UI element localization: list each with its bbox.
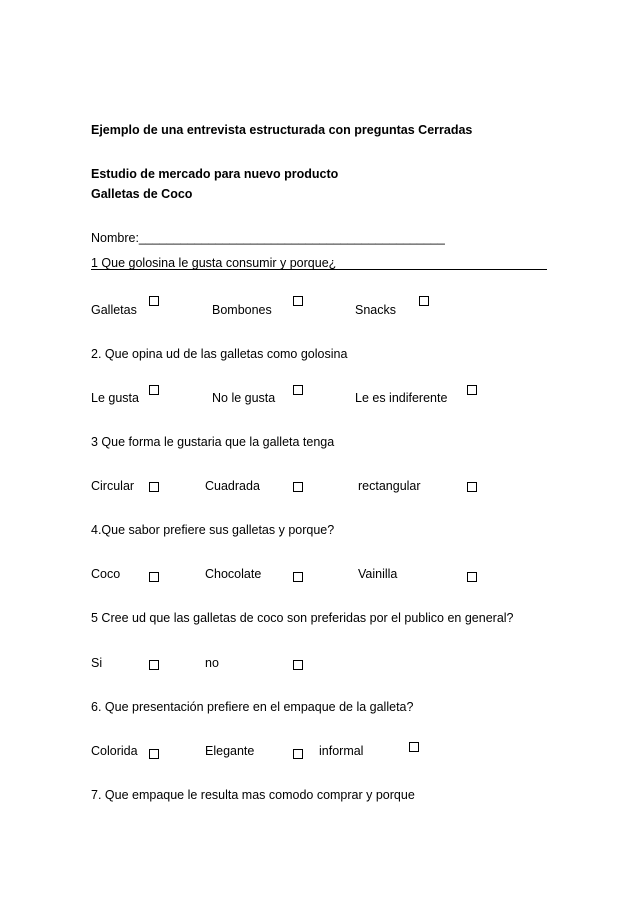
q6-option-colorida-checkbox[interactable] [149, 749, 159, 759]
q2-option-indiferente-label: Le es indiferente [355, 391, 448, 405]
question-5-text: 5 Cree ud que las galletas de coco son preferidas por el publico en general? [91, 611, 514, 625]
question-4-text: 4.Que sabor prefiere sus galletas y porque? [91, 523, 335, 537]
q4-option-chocolate-checkbox[interactable] [293, 572, 303, 582]
q5-option-no-label: no [205, 656, 219, 670]
q5-option-si-label: Si [91, 656, 103, 670]
q4-option-coco-checkbox[interactable] [149, 572, 159, 582]
q4-option-coco-label: Coco [91, 567, 121, 581]
document-title: Ejemplo de una entrevista estructurada con preguntas Cerradas [91, 123, 473, 137]
q3-option-cuadrada-checkbox[interactable] [293, 482, 303, 492]
q1-option-snacks-label: Snacks [355, 303, 396, 317]
q3-option-cuadrada-label: Cuadrada [205, 479, 260, 493]
q4-option-vainilla-label: Vainilla [358, 567, 398, 581]
q6-option-informal-checkbox[interactable] [409, 742, 419, 752]
q1-option-bombones-label: Bombones [212, 303, 272, 317]
q4-option-chocolate-label: Chocolate [205, 567, 262, 581]
q3-option-rectangular-label: rectangular [358, 479, 421, 493]
question-1-text: 1 Que golosina le gusta consumir y porque¿ [91, 256, 337, 270]
q2-option-le-gusta-label: Le gusta [91, 391, 139, 405]
q1-option-bombones-checkbox[interactable] [293, 296, 303, 306]
q3-option-rectangular-checkbox[interactable] [467, 482, 477, 492]
question-1-underline [91, 269, 547, 270]
question-2-text: 2. Que opina ud de las galletas como golosina [91, 347, 348, 361]
q2-option-indiferente-checkbox[interactable] [467, 385, 477, 395]
q4-option-vainilla-checkbox[interactable] [467, 572, 477, 582]
question-6-text: 6. Que presentación prefiere en el empaque de la galleta? [91, 700, 414, 714]
q6-option-elegante-label: Elegante [205, 744, 255, 758]
product-name: Galletas de Coco [91, 187, 193, 201]
study-heading: Estudio de mercado para nuevo producto [91, 167, 339, 181]
q6-option-informal-label: informal [319, 744, 364, 758]
q2-option-le-gusta-checkbox[interactable] [149, 385, 159, 395]
q3-option-circular-label: Circular [91, 479, 135, 493]
q2-option-no-le-gusta-checkbox[interactable] [293, 385, 303, 395]
q3-option-circular-checkbox[interactable] [149, 482, 159, 492]
q5-option-no-checkbox[interactable] [293, 660, 303, 670]
question-7-text: 7. Que empaque le resulta mas comodo comprar y porque [91, 788, 415, 802]
q6-option-elegante-checkbox[interactable] [293, 749, 303, 759]
q5-option-si-checkbox[interactable] [149, 660, 159, 670]
nombre-field-label: Nombre:____________________________________________ [91, 231, 445, 245]
q2-option-no-le-gusta-label: No le gusta [212, 391, 276, 405]
q6-option-colorida-label: Colorida [91, 744, 138, 758]
q1-option-snacks-checkbox[interactable] [419, 296, 429, 306]
q1-option-galletas-label: Galletas [91, 303, 137, 317]
question-3-text: 3 Que forma le gustaria que la galleta tenga [91, 435, 335, 449]
q1-option-galletas-checkbox[interactable] [149, 296, 159, 306]
